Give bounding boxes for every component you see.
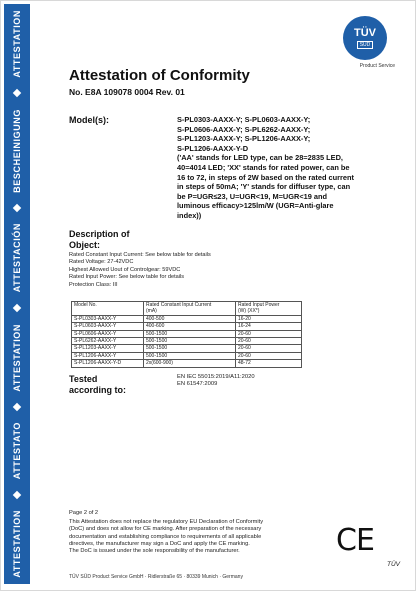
tested-label-line1: Tested xyxy=(69,374,98,384)
table-cell: 20-60 xyxy=(236,352,302,359)
models-list xyxy=(177,115,402,221)
model-line: S-PL1203-AAXX-Y; S-PL1206-AAXX-Y; xyxy=(177,134,311,144)
logo-caption: Product Service xyxy=(359,63,395,69)
standard-line: EN IEC 55015:2019/A11:2020 xyxy=(177,374,255,380)
model-line: S-PL0606-AAXX-Y; S-PL6262-AAXX-Y; xyxy=(177,124,311,134)
table-cell: 400-500 xyxy=(144,315,236,322)
description-line: Rated Voltage: 27-42VDC xyxy=(69,259,134,266)
diamond-icon xyxy=(13,204,21,212)
table-cell: S-PL1203-AAXX-Y xyxy=(72,345,144,352)
tuv-sud-logo-icon xyxy=(343,16,387,60)
table-cell: S-PL6262-AAXX-Y xyxy=(72,338,144,345)
description-line: Protection Class: III xyxy=(69,281,118,288)
model-line: luminous efficacy>125lm/W (UGR=Anti-glare xyxy=(177,201,334,211)
description-label xyxy=(69,229,130,251)
disclaimer-line: The DoC is issued under the sole responsibility of the manufacturer. xyxy=(69,548,240,555)
model-line: 16 to 72, in steps of 2W based on the rated current xyxy=(177,172,355,182)
description-line: Rated Input Power: See below table for details xyxy=(69,274,185,281)
description-label-line2: Object: xyxy=(69,240,101,250)
table-cell: 2x(600-900) xyxy=(144,360,236,367)
table-cell: 20-60 xyxy=(236,345,302,352)
table-cell: S-PL0603-AAXX-Y xyxy=(72,323,144,330)
band-word: BESCHEINIGUNG xyxy=(12,108,22,193)
model-line: in steps of 50mA; 'Y' stands for diffuser type, can xyxy=(177,182,351,192)
band-word: ATTESTACIÓN xyxy=(12,223,22,293)
diamond-icon xyxy=(13,304,21,312)
side-band-words xyxy=(4,4,30,584)
disclaimer-line: This Attestation does not replace the regulatory EU Declaration of Conformity xyxy=(69,519,264,526)
table-cell: S-PL0303-AAXX-Y xyxy=(72,315,144,322)
models-label: Model(s): xyxy=(69,115,109,125)
table-row xyxy=(72,338,302,345)
document-title: Attestation of Conformity xyxy=(69,67,250,84)
table-cell: 48-72 xyxy=(236,360,302,367)
band-word: ATTESTATO xyxy=(12,422,22,480)
ce-mark-icon: CE xyxy=(336,523,374,558)
table-cell: 500-1500 xyxy=(144,330,236,337)
band-word: ATTESTATION xyxy=(12,10,22,78)
description-details xyxy=(69,252,211,289)
disclaimer-line: documentation and establishing compliance to requirements of all applicable xyxy=(69,533,262,540)
table-row xyxy=(72,330,302,337)
model-line: index)) xyxy=(177,210,202,220)
table-cell: 16-24 xyxy=(236,323,302,330)
table-row xyxy=(72,360,302,367)
footer-note xyxy=(69,510,309,555)
diamond-icon xyxy=(13,89,21,97)
band-word: ATTESTATION xyxy=(12,323,22,392)
table-cell: 500-1500 xyxy=(144,345,236,352)
certificate-number: No. E8A 109078 0004 Rev. 01 xyxy=(69,87,185,97)
table-cell: 20-60 xyxy=(236,330,302,337)
description-label-line1: Description of xyxy=(69,229,130,239)
table-cell: 500-1500 xyxy=(144,338,236,345)
band-word: ATTESTATION xyxy=(12,510,22,578)
table-cell: 500-1500 xyxy=(144,352,236,359)
table-cell: 20-60 xyxy=(236,338,302,345)
diamond-icon xyxy=(13,402,21,410)
model-line: S-PL1206-AAXX-Y-D xyxy=(177,143,249,153)
table-cell: S-PL0606-AAXX-Y xyxy=(72,330,144,337)
disclaimer-line: directives, the manufacturer may sign a DoC and apply the CE marking. xyxy=(69,540,250,547)
tested-label-line2: according to: xyxy=(69,385,127,395)
table-header-cell: Rated Constant Input Current (mA) xyxy=(144,302,236,316)
table-row xyxy=(72,345,302,352)
table-header-cell: Rated Input Power (W) (XX*) xyxy=(236,302,302,316)
page-indicator: Page 2 of 2 xyxy=(69,510,99,516)
disclaimer-line: (DoC) and does not allow for CE marking. After preparation of the necessary xyxy=(69,526,262,533)
table-cell: 400-600 xyxy=(144,323,236,330)
table-cell: S-PL1206-AAXX-Y-D xyxy=(72,360,144,367)
table-row xyxy=(72,323,302,330)
model-spec-table xyxy=(71,301,302,368)
table-row xyxy=(72,352,302,359)
description-line: Rated Constant Input Current: See below table for details xyxy=(69,252,211,258)
company-address: TÜV SÜD Product Service GmbH · Ridlerstraße 65 · 80339 Munich · Germany xyxy=(69,574,243,580)
table-row xyxy=(72,315,302,322)
model-line: ('AA' stands for LED type, can be 28=2835 LED, xyxy=(177,153,343,163)
table-cell: S-PL1206-AAXX-Y xyxy=(72,352,144,359)
diamond-icon xyxy=(13,491,21,499)
logo-brand: TÜV xyxy=(354,26,376,39)
tested-label xyxy=(69,374,126,396)
model-line: S-PL0303-AAXX-Y; S-PL0603-AAXX-Y; xyxy=(177,115,311,124)
table-cell: 16-20 xyxy=(236,315,302,322)
logo-sub: SÜD xyxy=(357,41,374,49)
description-line: Highest Allowed Uout of Controlgear: 59VDC xyxy=(69,266,181,273)
disclaimer-text xyxy=(69,519,309,555)
attestation-side-band xyxy=(4,4,30,584)
model-line: 40=4014 LED; 'XX' stands for rated power, can be xyxy=(177,162,350,172)
standard-line: EN 61547:2009 xyxy=(177,381,218,388)
table-header-cell: Model No. xyxy=(72,302,144,316)
table-header-row xyxy=(72,302,302,316)
tuv-mark-icon: TÜV xyxy=(387,561,400,568)
standards-list xyxy=(177,374,255,389)
model-line: be P=UGR≤23, U=UGR<19, M=UGR<19 and xyxy=(177,191,328,201)
